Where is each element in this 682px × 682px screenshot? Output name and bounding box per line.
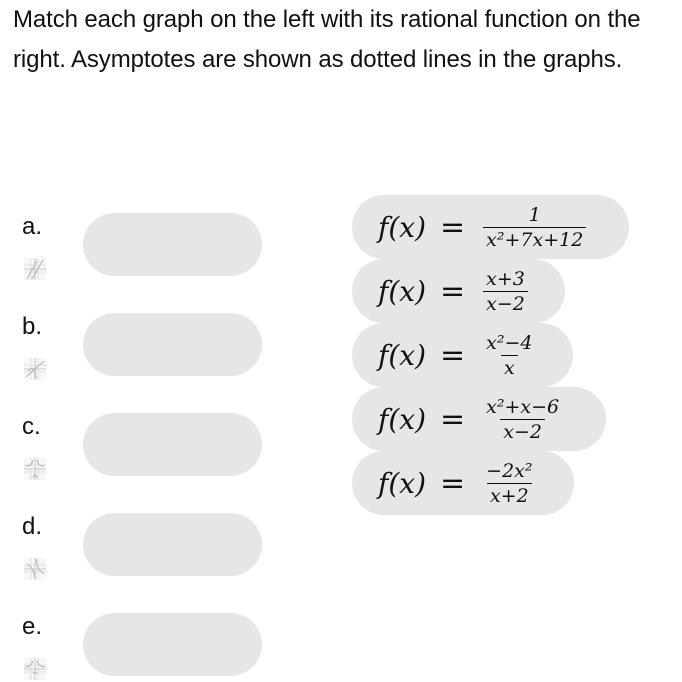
row-label-d: d. — [22, 513, 43, 540]
numerator: x²−4 — [486, 331, 533, 354]
function-chip-2[interactable] — [352, 259, 565, 323]
denominator: x — [501, 355, 518, 379]
fraction — [483, 204, 586, 251]
numerator: x²+x−6 — [486, 395, 560, 418]
graph-thumbnail-icon[interactable] — [24, 658, 46, 680]
numerator: −2x² — [486, 459, 533, 482]
numerator: 1 — [528, 203, 541, 226]
dropzone-c[interactable] — [83, 413, 262, 476]
denominator: x−2 — [483, 291, 528, 315]
function-lhs: f(x) — [378, 338, 427, 372]
dropzone-d[interactable] — [83, 513, 262, 576]
function-lhs: f(x) — [378, 402, 427, 436]
row-label-b: b. — [22, 313, 43, 340]
row-label-e: e. — [22, 613, 43, 640]
function-chip-5[interactable] — [352, 451, 574, 515]
graph-thumbnail-icon[interactable] — [24, 258, 46, 280]
fraction — [483, 460, 535, 507]
dropzone-a[interactable] — [83, 213, 262, 276]
denominator: x+2 — [487, 483, 532, 507]
fraction — [483, 332, 535, 379]
row-label-c: c. — [22, 413, 41, 440]
question-prompt: Match each graph on the left with its rational function on the right. Asymptotes are shown as dotted lines in the graphs. — [13, 6, 641, 73]
equals-sign: = — [440, 401, 466, 437]
fraction — [483, 268, 528, 315]
dropzone-e[interactable] — [83, 613, 262, 676]
equals-sign: = — [440, 273, 466, 309]
graph-thumbnail-icon[interactable] — [24, 458, 46, 480]
fraction — [483, 396, 562, 443]
function-lhs: f(x) — [378, 466, 427, 500]
function-chip-4[interactable] — [352, 387, 606, 451]
function-chip-3[interactable] — [352, 323, 573, 387]
row-label-a: a. — [22, 213, 43, 240]
equals-sign: = — [440, 465, 466, 501]
dropzone-b[interactable] — [83, 313, 262, 376]
equals-sign: = — [440, 209, 466, 245]
graph-thumbnail-icon[interactable] — [24, 558, 46, 580]
numerator: x+3 — [486, 267, 525, 290]
function-chip-1[interactable] — [352, 195, 629, 259]
function-lhs: f(x) — [378, 210, 427, 244]
denominator: x²+7x+12 — [483, 227, 586, 251]
graph-thumbnail-icon[interactable] — [24, 358, 46, 380]
equals-sign: = — [440, 337, 466, 373]
function-lhs: f(x) — [378, 274, 427, 308]
denominator: x−2 — [500, 419, 545, 443]
